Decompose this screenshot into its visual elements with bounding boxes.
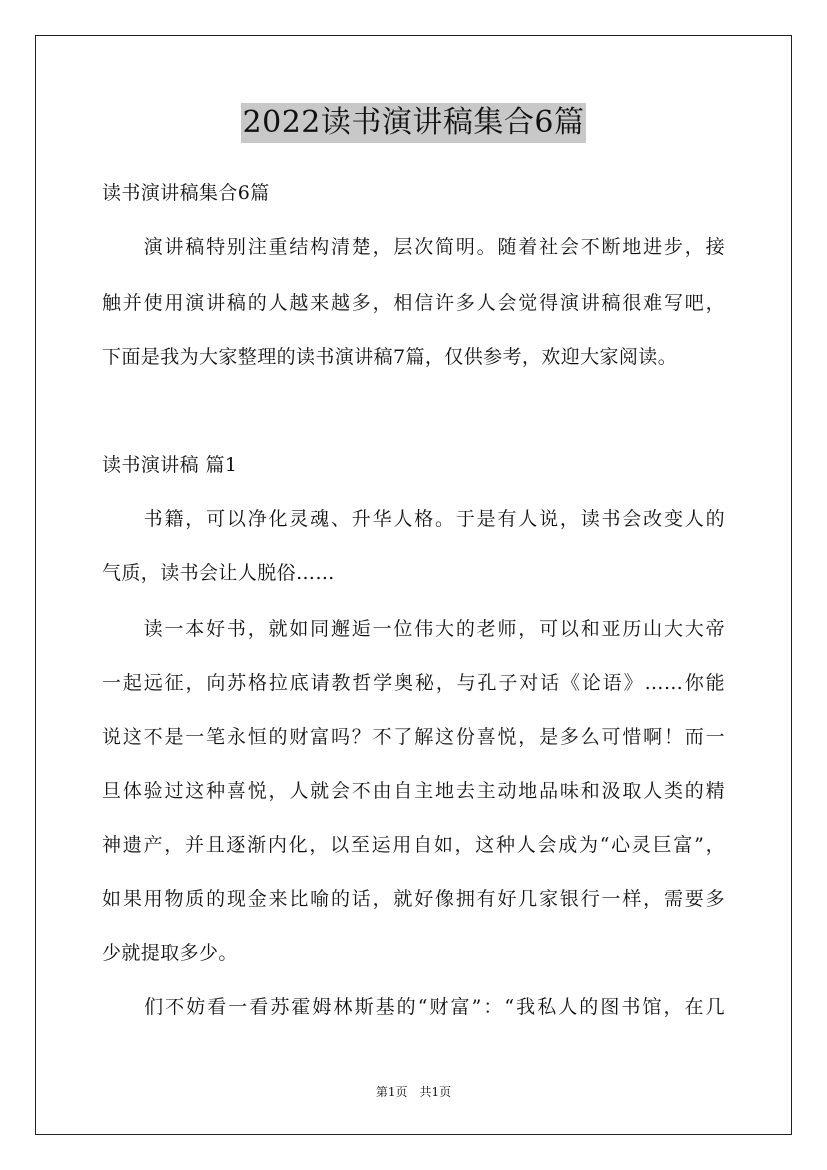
para2-line-5: 神遗产，并且逐渐内化，以至运用自如，这种人会成为“心灵巨富”， — [102, 834, 725, 856]
document-title: 2022读书演讲稿集合6篇 — [241, 103, 587, 143]
para2-line-2: 一起远征，向苏格拉底请教哲学奥秘，与孔子对话《论语》……你能 — [102, 672, 725, 694]
para1-line-2: 气质，读书会让人脱俗…… — [102, 562, 335, 584]
para2-line-7: 少就提取多少。 — [102, 942, 238, 964]
para3-line-1: 们不妨看一看苏霍姆林斯基的“财富”：“我私人的图书馆，在几 — [102, 996, 725, 1018]
section-heading: 读书演讲稿 篇1 — [102, 454, 238, 476]
para2-line-4: 旦体验过这种喜悦，人就会不由自主地去主动地品味和汲取人类的精 — [102, 780, 725, 802]
para2-line-3: 说这不是一笔永恒的财富吗？不了解这份喜悦，是多么可惜啊！而一 — [102, 726, 725, 748]
page-footer: 第1页 共1页 — [375, 1085, 452, 1099]
intro-line-2: 触并使用演讲稿的人越来越多，相信许多人会觉得演讲稿很难写吧， — [102, 292, 725, 314]
para2-line-1: 读一本好书，就如同邂逅一位伟大的老师，可以和亚历山大大帝 — [102, 618, 725, 640]
document-subtitle: 读书演讲稿集合6篇 — [102, 182, 270, 204]
intro-line-3: 下面是我为大家整理的读书演讲稿7篇，仅供参考，欢迎大家阅读。 — [102, 346, 678, 368]
para2-line-6: 如果用物质的现金来比喻的话，就好像拥有好几家银行一样，需要多 — [102, 888, 725, 910]
title-wrapper — [0, 103, 827, 143]
intro-line-1: 演讲稿特别注重结构清楚，层次简明。随着社会不断地进步，接 — [102, 236, 725, 258]
para1-line-1: 书籍，可以净化灵魂、升华人格。于是有人说，读书会改变人的 — [102, 508, 725, 530]
